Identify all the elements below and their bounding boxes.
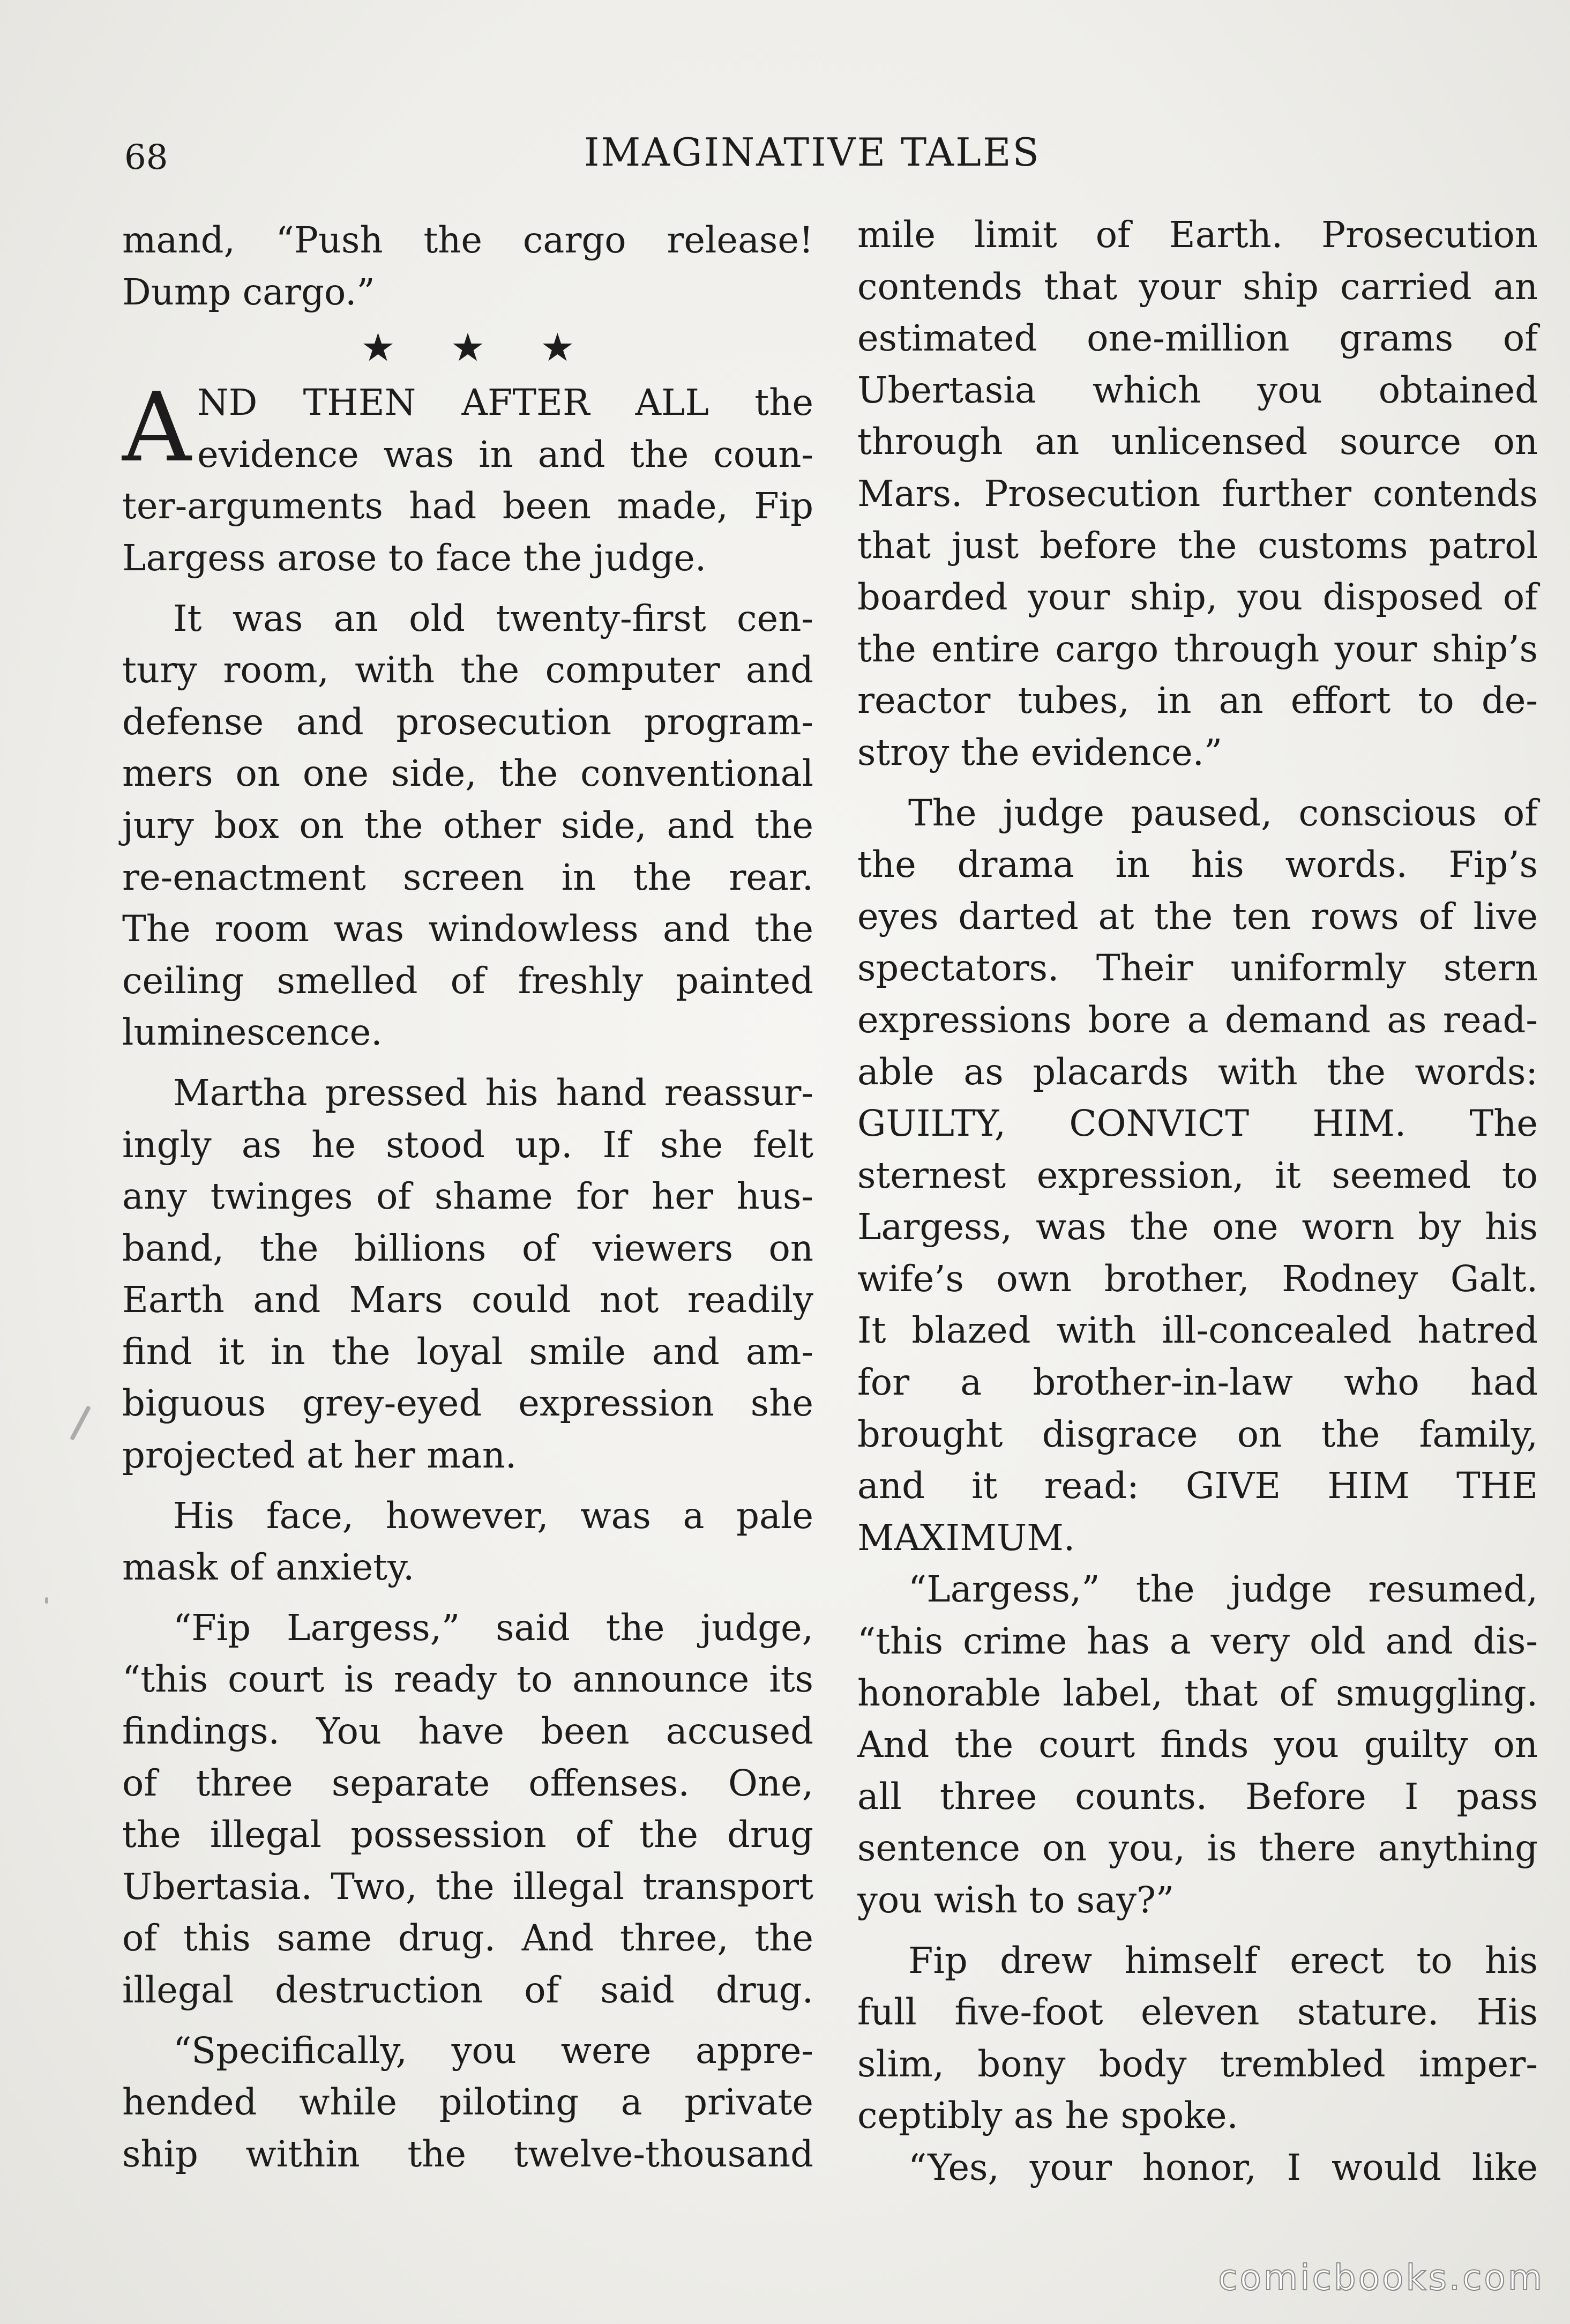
text-line: and it read: GIVE HIM THE bbox=[857, 1465, 1538, 1507]
text-line: sentence on you, is there anything bbox=[857, 1827, 1538, 1869]
text-line: all three counts. Before I pass bbox=[857, 1775, 1538, 1818]
text-line: any twinges of shame for her hus- bbox=[122, 1175, 813, 1218]
paragraph bbox=[857, 787, 1538, 1564]
text-line: spectators. Their uniformly stern bbox=[857, 947, 1538, 989]
watermark-logo: comicbooks.com bbox=[1218, 2257, 1544, 2298]
text-line: expressions bore a demand as read- bbox=[857, 999, 1538, 1041]
text-line: Largess, was the one worn by his bbox=[857, 1206, 1538, 1248]
text-line: MAXIMUM. bbox=[857, 1516, 1075, 1559]
section-break-stars: ★ ★ ★ bbox=[361, 325, 596, 370]
text-line: through an unlicensed source on bbox=[857, 421, 1538, 463]
text-line: Ubertasia. Two, the illegal transport bbox=[122, 1865, 813, 1908]
paragraph bbox=[857, 2142, 1538, 2194]
text-line: Dump cargo.” bbox=[122, 271, 375, 313]
text-line: It blazed with ill-concealed hatred bbox=[857, 1309, 1538, 1352]
text-line: Ubertasia which you obtained bbox=[857, 369, 1538, 411]
text-line: mask of anxiety. bbox=[122, 1546, 415, 1589]
paragraph bbox=[122, 1067, 813, 1481]
text-line: biguous grey-eyed expression she bbox=[122, 1382, 813, 1425]
text-line: that just before the customs patrol bbox=[857, 524, 1538, 567]
paragraph bbox=[857, 1935, 1538, 2142]
text-line: ceptibly as he spoke. bbox=[857, 2095, 1238, 2137]
text-line: hended while piloting a private bbox=[122, 2081, 813, 2124]
text-line: contends that your ship carried an bbox=[857, 265, 1538, 308]
text-line: illegal destruction of said drug. bbox=[122, 1969, 813, 2011]
text-line: slim, bony body trembled imper- bbox=[857, 2043, 1538, 2085]
page-scuff-mark bbox=[45, 1597, 48, 1604]
text-line: tury room, with the computer and bbox=[122, 649, 813, 691]
text-line: The judge paused, conscious of bbox=[908, 792, 1538, 834]
opening-paragraph bbox=[122, 372, 813, 584]
page-number: 68 bbox=[124, 138, 168, 177]
text-line: ship within the twelve-thousand bbox=[122, 2133, 813, 2175]
paragraph bbox=[122, 2025, 813, 2180]
text-line: ceiling smelled of freshly painted bbox=[122, 959, 813, 1002]
text-line: GUILTY, CONVICT HIM. The bbox=[857, 1103, 1538, 1145]
paragraph bbox=[122, 593, 813, 1059]
text-line: the illegal possession of the drug bbox=[122, 1814, 813, 1856]
running-head: IMAGINATIVE TALES bbox=[584, 130, 1041, 175]
text-line: “this crime has a very old and dis- bbox=[857, 1620, 1538, 1663]
text-line: the drama in his words. Fip’s bbox=[857, 844, 1538, 886]
text-line: sternest expression, it seemed to bbox=[857, 1154, 1538, 1196]
drop-cap: A bbox=[122, 372, 191, 483]
text-line: the entire cargo through your ship’s bbox=[857, 628, 1538, 670]
left-column bbox=[122, 214, 813, 2180]
text-line: full five-foot eleven stature. His bbox=[857, 1991, 1538, 2034]
text-line: for a brother-in-law who had bbox=[857, 1361, 1538, 1404]
text-line: find it in the loyal smile and am- bbox=[122, 1330, 813, 1373]
text-line: of three separate offenses. One, bbox=[122, 1762, 813, 1804]
text-line: defense and prosecution program- bbox=[122, 701, 813, 743]
text-line: ND THEN AFTER ALL the bbox=[197, 382, 813, 424]
paragraph bbox=[122, 1490, 813, 1593]
text-line: mers on one side, the conventional bbox=[122, 753, 813, 795]
page-scuff-mark bbox=[70, 1405, 91, 1441]
text-line: projected at her man. bbox=[122, 1434, 517, 1477]
text-line: “Largess,” the judge resumed, bbox=[908, 1568, 1538, 1611]
text-line: Martha pressed his hand reassur- bbox=[173, 1071, 813, 1114]
text-line: Earth and Mars could not readily bbox=[122, 1279, 813, 1321]
text-line: The room was windowless and the bbox=[122, 908, 813, 950]
text-line: re-enactment screen in the rear. bbox=[122, 856, 813, 898]
paragraph bbox=[857, 209, 1538, 779]
text-line: Largess arose to face the judge. bbox=[122, 537, 707, 579]
paragraph bbox=[857, 1563, 1538, 1926]
text-line: luminescence. bbox=[122, 1011, 383, 1054]
text-line: “Specifically, you were appre- bbox=[173, 2029, 813, 2072]
text-line: band, the billions of viewers on bbox=[122, 1227, 813, 1269]
text-line: And the court finds you guilty on bbox=[857, 1724, 1538, 1766]
text-line: reactor tubes, in an effort to de- bbox=[857, 680, 1538, 722]
text-line: of this same drug. And three, the bbox=[122, 1917, 813, 1960]
text-line: jury box on the other side, and the bbox=[122, 804, 813, 846]
text-line: Mars. Prosecution further contends bbox=[857, 472, 1538, 515]
right-column bbox=[857, 209, 1538, 2194]
text-line: evidence was in and the coun- bbox=[197, 433, 813, 475]
text-line: estimated one-million grams of bbox=[857, 317, 1538, 360]
text-line: you wish to say?” bbox=[857, 1879, 1175, 1921]
text-line: “Yes, your honor, I would like bbox=[908, 2146, 1538, 2188]
text-line: able as placards with the words: bbox=[857, 1051, 1538, 1093]
text-line: It was an old twenty-first cen- bbox=[173, 597, 813, 639]
text-line: boarded your ship, you disposed of bbox=[857, 576, 1538, 619]
text-line: His face, however, was a pale bbox=[173, 1494, 813, 1537]
continued-paragraph bbox=[122, 214, 813, 318]
text-line: brought disgrace on the family, bbox=[857, 1413, 1538, 1455]
text-line: stroy the evidence.” bbox=[857, 731, 1223, 773]
text-line: findings. You have been accused bbox=[122, 1710, 813, 1753]
text-line: wife’s own brother, Rodney Galt. bbox=[857, 1257, 1538, 1300]
text-line: ingly as he stood up. If she felt bbox=[122, 1123, 813, 1166]
text-line: “Fip Largess,” said the judge, bbox=[173, 1606, 813, 1649]
text-line: “this court is ready to announce its bbox=[122, 1658, 813, 1701]
text-line: mile limit of Earth. Prosecution bbox=[857, 214, 1538, 256]
paragraph bbox=[122, 1602, 813, 2016]
text-line: ter-arguments had been made, Fip bbox=[122, 485, 813, 527]
text-line: Fip drew himself erect to his bbox=[908, 1939, 1538, 1982]
text-line: eyes darted at the ten rows of live bbox=[857, 895, 1538, 937]
text-line: honorable label, that of smuggling. bbox=[857, 1672, 1538, 1714]
text-line: mand, “Push the cargo release! bbox=[122, 219, 813, 261]
